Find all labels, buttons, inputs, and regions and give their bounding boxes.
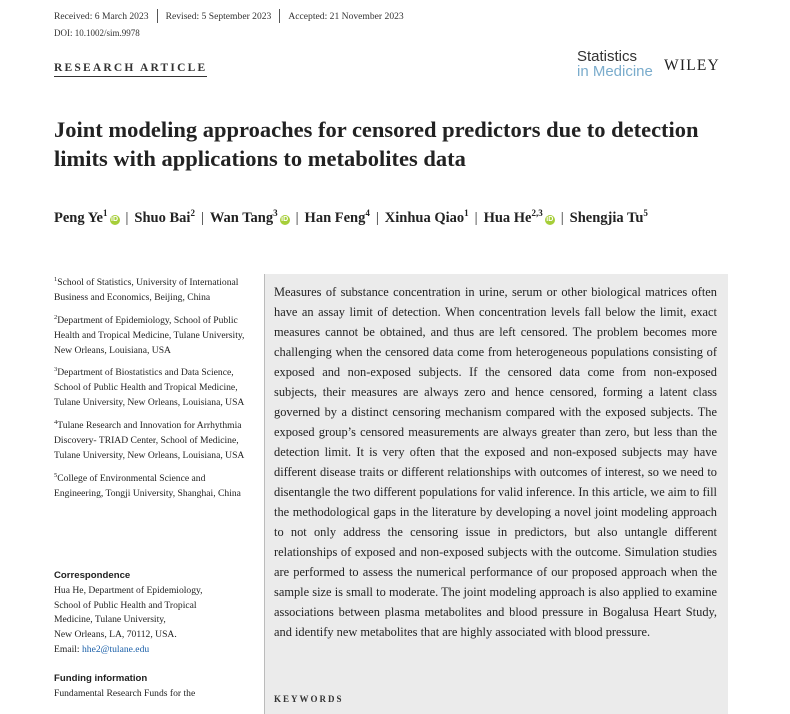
- affiliation: [54, 416, 254, 464]
- affiliation: [54, 469, 254, 502]
- affiliation: [54, 363, 254, 411]
- author-affiliation-marker: 1: [464, 208, 469, 218]
- affiliation-text: College of Environmental Science and Engineering, Tongji University, Shanghai, China: [54, 472, 241, 499]
- keywords-heading: KEYWORDS: [274, 694, 344, 704]
- correspondence-line: School of Public Health and Tropical: [54, 599, 197, 611]
- affiliation-marker: 3: [54, 366, 58, 374]
- email-label: Email:: [54, 643, 82, 655]
- author-name: Wan Tang: [209, 209, 274, 226]
- divider: [157, 9, 158, 23]
- orcid-icon[interactable]: iD: [281, 215, 289, 223]
- divider: [279, 9, 280, 23]
- author-list: [54, 202, 714, 230]
- author-separator: |: [200, 209, 204, 226]
- orcid-icon[interactable]: iD: [111, 215, 118, 223]
- author[interactable]: [484, 210, 555, 226]
- author-affiliation-marker: 2: [190, 208, 195, 218]
- author[interactable]: [210, 210, 290, 226]
- affiliation-text: Department of Biostatistics and Data Science, School of Public Health and Tropical Medicine, Tulane University, New Orleans, Louisiana, USA: [54, 367, 245, 409]
- author-separator: |: [474, 209, 478, 226]
- affiliation-text: School of Statistics, University of International Business and Economics, Beijing, China: [54, 277, 239, 303]
- correspondence-line: New Orleans, LA, 70112, USA.: [54, 629, 177, 641]
- correspondence: [54, 569, 254, 658]
- email-link[interactable]: hhe2@tulane.edu: [81, 643, 150, 655]
- affiliation-marker: 5: [54, 471, 58, 479]
- author-name: Peng Ye: [54, 209, 103, 226]
- revised-date: Revised: 5 September 2023: [165, 10, 272, 22]
- article-title: Joint modeling approaches for censored predictors due to detection limits with applications to metabolites data: [54, 117, 699, 171]
- section-label: RESEARCH ARTICLE: [54, 62, 207, 77]
- author[interactable]: [305, 210, 370, 226]
- author-separator: |: [375, 209, 379, 226]
- affiliation-marker: 2: [54, 313, 58, 321]
- affiliation: [54, 273, 254, 306]
- affiliations: [54, 273, 254, 506]
- journal-logo-line1: Statistics: [577, 48, 638, 65]
- author-name: Hua He: [483, 209, 532, 226]
- author-affiliation-marker: 5: [643, 208, 648, 218]
- doi[interactable]: DOI: 10.1002/sim.9978: [54, 28, 140, 38]
- affiliation: [54, 311, 254, 359]
- funding-text: Fundamental Research Funds for the: [54, 687, 196, 699]
- author[interactable]: [385, 210, 469, 226]
- accepted-date: Accepted: 21 November 2023: [288, 10, 404, 22]
- correspondence-address: [54, 584, 254, 643]
- affiliation-text: Department of Epidemiology, School of Public Health and Tropical Medicine, Tulane University, New Orleans, Louisiana, USA: [54, 314, 245, 356]
- author-name: Shuo Bai: [134, 209, 191, 226]
- affiliation-marker: 4: [54, 418, 58, 426]
- correspondence-line: Medicine, Tulane University,: [54, 614, 166, 626]
- author[interactable]: [570, 210, 648, 226]
- author-separator: |: [295, 209, 299, 226]
- author-separator: |: [125, 209, 129, 226]
- publisher-logo[interactable]: WILEY: [664, 57, 720, 74]
- correspondence-line: Hua He, Department of Epidemiology,: [54, 584, 203, 596]
- author-separator: |: [560, 209, 564, 226]
- affiliation-text: Tulane Research and Innovation for Arrhythmia Discovery- TRIAD Center, School of Medicine, Tulane University, New Orleans, Louisiana, USA: [54, 420, 245, 461]
- author-affiliation-marker: 1: [103, 208, 108, 218]
- author[interactable]: [134, 210, 195, 226]
- author-affiliation-marker: 3: [273, 208, 278, 218]
- correspondence-email: [54, 643, 254, 658]
- author-affiliation-marker: 4: [365, 208, 370, 218]
- abstract-text: Measures of substance concentration in urine, serum or other biological matrices often have an assay limit of detection. When concentration levels fall below the limit, exact measures cannot be obtained, and thus are left censored. The problem becomes more challenging when the censored data come from heterogeneous populations consisting of exposed and non-exposed subjects. If the censored data come from non-exposed subjects, their measures are always zero and hence censored, forming a latent class governed by a distinct censoring mechanism compared with the exposed subjects. The exposed group’s censored measurements are always greater than zero, but less than the detection limit. It is very often that the exposed and non-exposed subjects may have different disease traits or different relationships with outcomes of interest, so we need to disentangle the two different populations for valid inference. In this article, we aim to fill the methodological gaps in the literature by developing a novel joint modeling approach to not only address the censoring issue in predictors, but also untangle different relationships of exposed and non-exposed subjects with the outcome. Simulation studies are performed to assess the numerical performance of our proposed approach when the sample size is small to moderate. The joint modeling approach is also applied to examine associations between plasma metabolites and blood pressure in Bogalusa Heart Study, and identify new metabolites that are highly associated with blood pressure.: [274, 285, 717, 639]
- journal-logo[interactable]: [577, 49, 653, 79]
- correspondence-heading: Correspondence: [54, 570, 131, 581]
- author-name: Shengjia Tu: [569, 209, 644, 226]
- journal-logo-line2: in Medicine: [577, 63, 653, 80]
- affiliation-marker: 1: [54, 276, 58, 283]
- author-name: Han Feng: [304, 209, 366, 226]
- received-date: Received: 6 March 2023: [54, 10, 149, 22]
- author-name: Xinhua Qiao: [384, 209, 465, 226]
- abstract-box: [264, 274, 728, 714]
- author-affiliation-marker: 2,3: [531, 208, 543, 218]
- history-dates: [54, 9, 404, 23]
- funding-heading: Funding information: [54, 673, 148, 684]
- author[interactable]: [54, 210, 120, 226]
- orcid-icon[interactable]: iD: [546, 215, 554, 223]
- funding: [54, 672, 254, 702]
